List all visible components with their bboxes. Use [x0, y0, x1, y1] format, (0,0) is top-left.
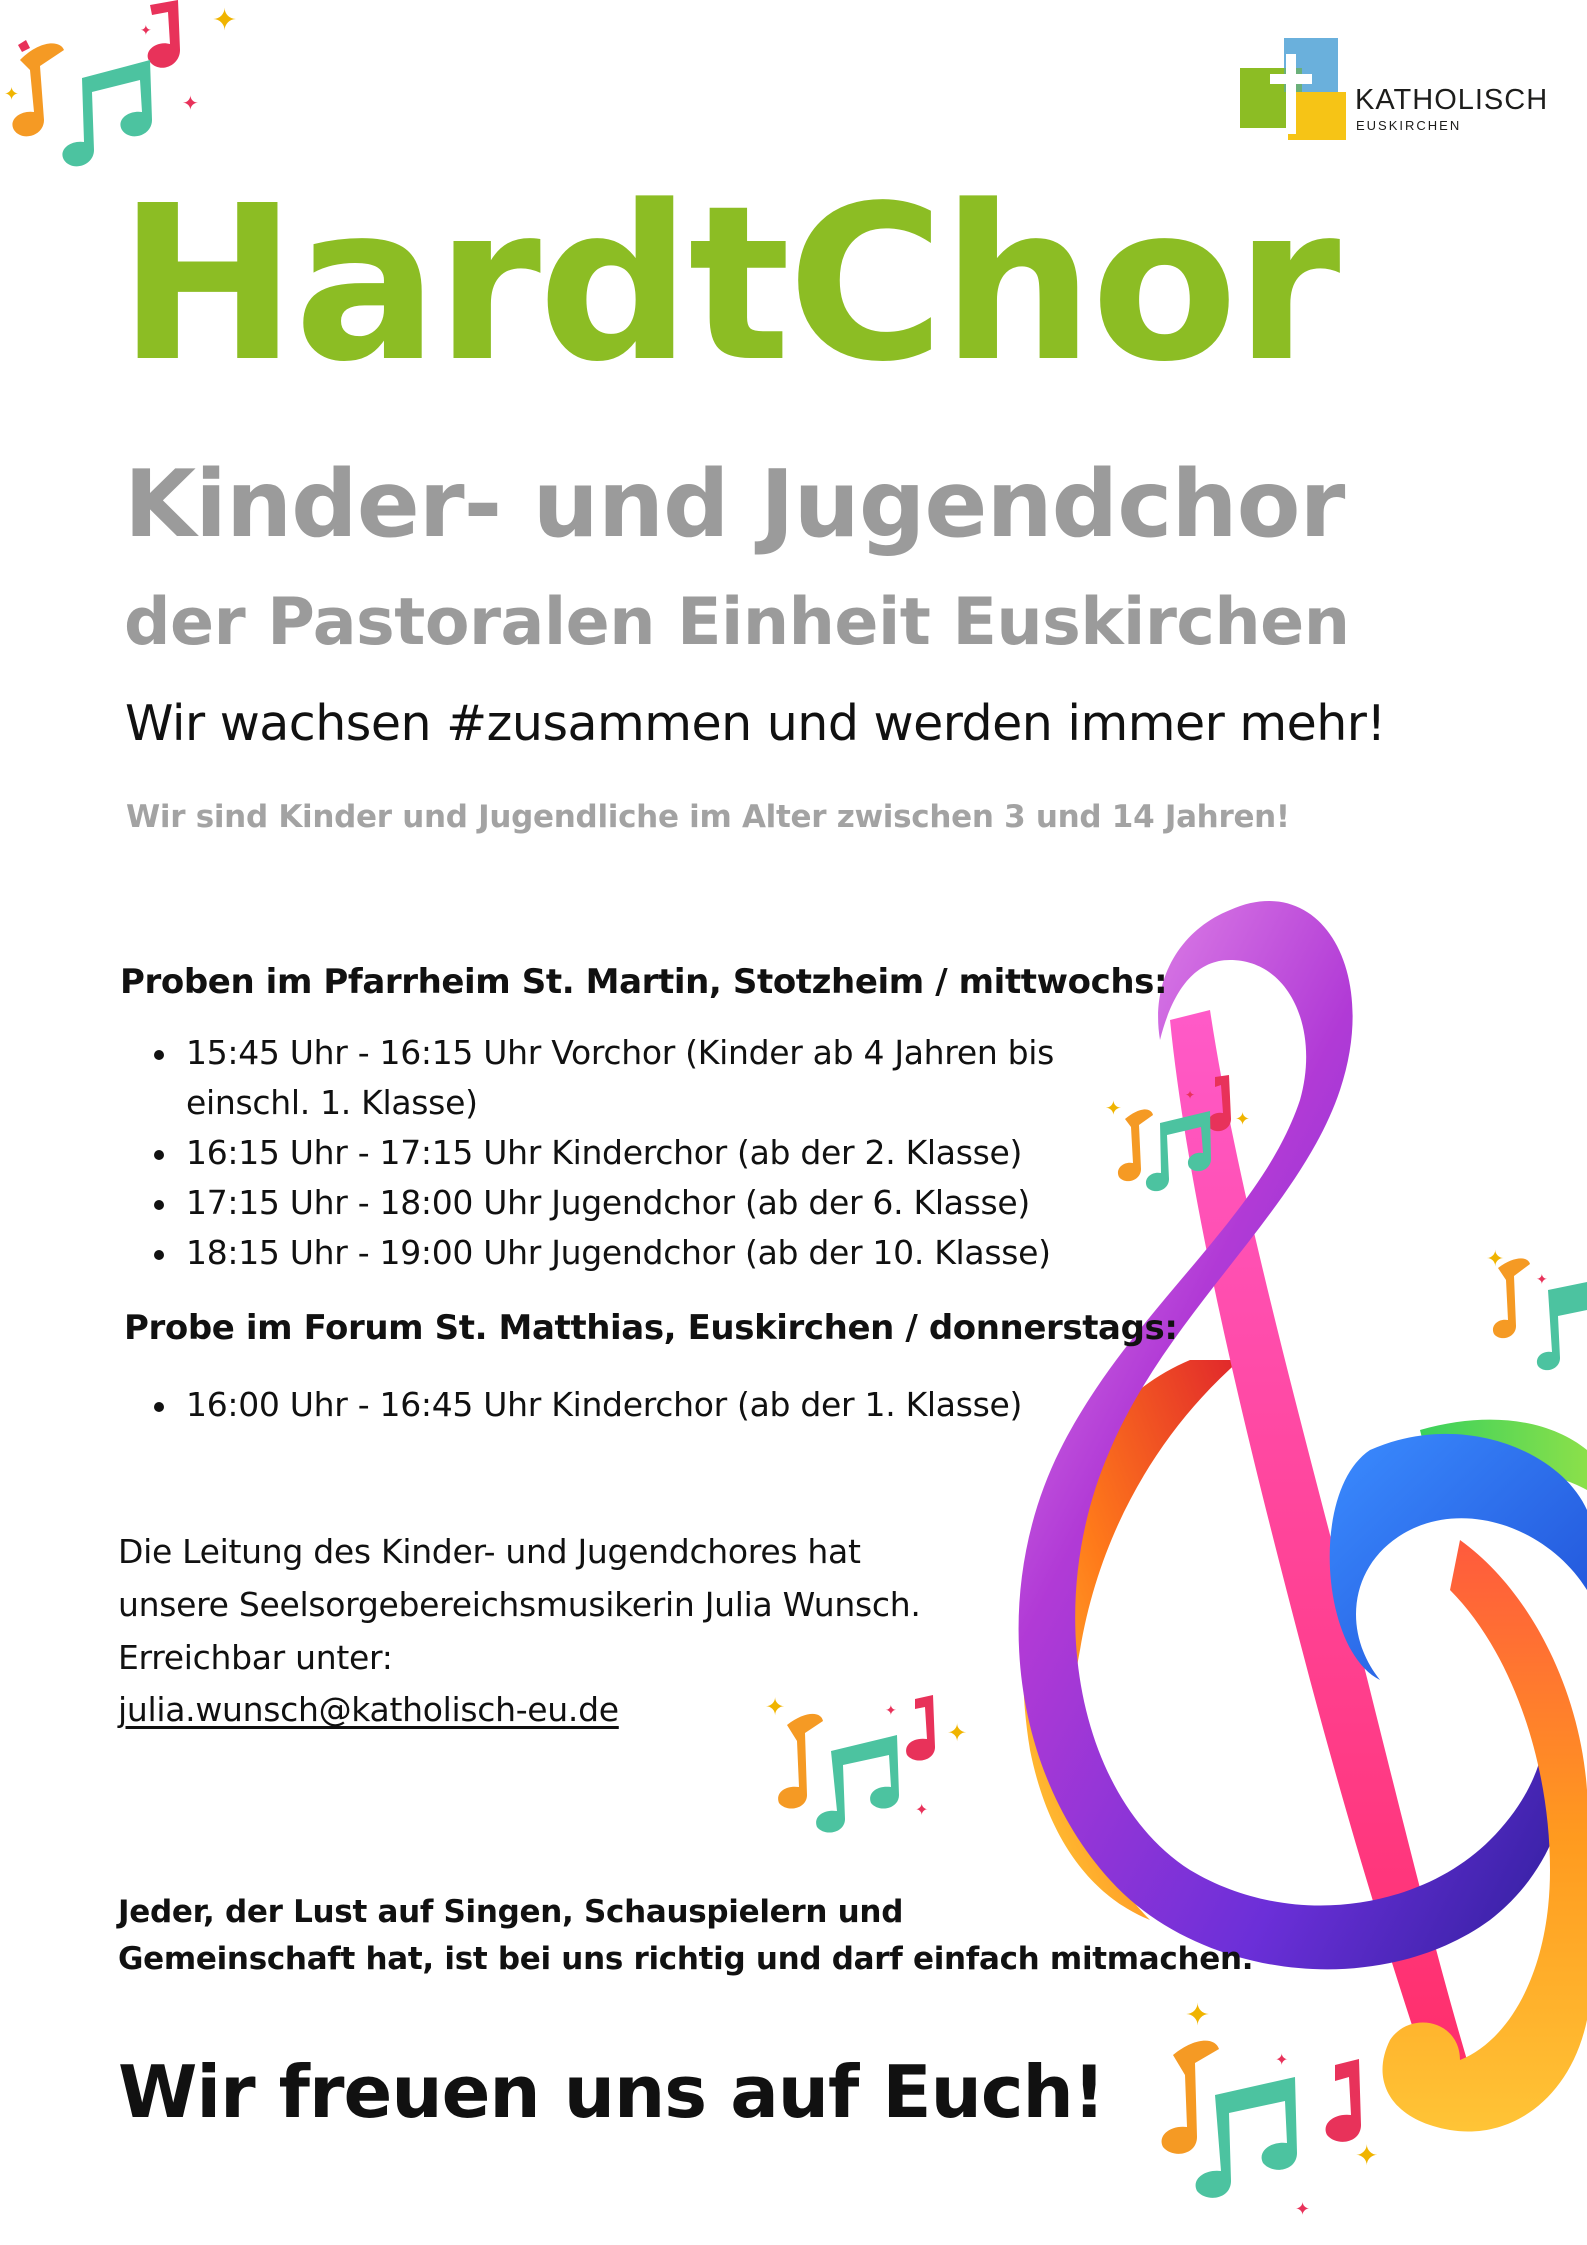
svg-text:✦: ✦	[1185, 1088, 1196, 1102]
list-item	[120, 1128, 1120, 1178]
subtitle-secondary: der Pastoralen Einheit Euskirchen	[124, 585, 1350, 660]
svg-text:✦: ✦	[765, 1693, 786, 1721]
closing-headline: Wir freuen uns auf Euch!	[118, 2050, 1105, 2134]
svg-text:✦: ✦	[4, 84, 20, 105]
leader-text: unsere Seelsorgebereichsmusikerin Julia Wunsch.	[118, 1584, 921, 1624]
bullet-icon	[154, 1150, 164, 1160]
svg-text:✦: ✦	[885, 1703, 897, 1719]
logo-brand-text: KATHOLISCH	[1355, 84, 1549, 116]
leader-text: Erreichbar unter:	[118, 1637, 393, 1677]
page-title: HardtChor	[118, 160, 1338, 409]
svg-text:✦: ✦	[1185, 1998, 1211, 2033]
rehearsal-list-euskirchen	[120, 1380, 1120, 1430]
svg-text:✦: ✦	[1295, 2199, 1311, 2220]
list-item	[120, 1380, 1120, 1430]
list-item-text: 15:45 Uhr - 16:15 Uhr Vorchor (Kinder ab 4 Jahren bis	[186, 1033, 1055, 1072]
svg-text:✦: ✦	[182, 91, 199, 115]
invitation-line: Jeder, der Lust auf Singen, Schauspielern und	[118, 1894, 904, 1930]
svg-text:✦: ✦	[1235, 1109, 1251, 1130]
svg-text:✦: ✦	[140, 23, 152, 39]
music-notes-icon	[1478, 1240, 1587, 1380]
invitation-text	[118, 1889, 1418, 1982]
list-item-text: 16:00 Uhr - 16:45 Uhr Kinderchor (ab der 1. Klasse)	[186, 1385, 1023, 1424]
list-item	[120, 1028, 1120, 1128]
svg-text:✦: ✦	[915, 1800, 929, 1819]
bullet-icon	[154, 1250, 164, 1260]
invitation-line: Gemeinschaft hat, ist bei uns richtig und darf einfach mitmachen.	[118, 1940, 1254, 1977]
list-item-text: 17:15 Uhr - 18:00 Uhr Jugendchor (ab der 6. Klasse)	[186, 1183, 1031, 1222]
leader-text: Die Leitung des Kinder- und Jugendchores hat	[118, 1532, 861, 1571]
svg-text:✦: ✦	[1355, 2139, 1379, 2172]
tagline: Wir wachsen #zusammen und werden immer mehr!	[125, 695, 1386, 752]
bullet-icon	[154, 1200, 164, 1210]
svg-text:✦: ✦	[1536, 1272, 1548, 1288]
svg-text:✦: ✦	[1275, 2050, 1289, 2069]
list-item-text: einschl. 1. Klasse)	[186, 1083, 478, 1122]
subtitle: Kinder- und Jugendchor	[124, 450, 1345, 558]
logo-location-text: EUSKIRCHEN	[1356, 118, 1462, 133]
age-range-text: Wir sind Kinder und Jugendliche im Alter zwischen 3 und 14 Jahren!	[126, 799, 1290, 835]
katholisch-euskirchen-logo	[1240, 38, 1550, 148]
email-link[interactable]: julia.wunsch@katholisch-eu.de	[118, 1690, 619, 1730]
bullet-icon	[154, 1402, 164, 1412]
svg-text:✦: ✦	[947, 1719, 968, 1747]
svg-text:✦: ✦	[1486, 1247, 1505, 1272]
leader-info	[118, 1526, 1078, 1737]
bullet-icon	[154, 1050, 164, 1060]
svg-text:✦: ✦	[1105, 1096, 1122, 1120]
list-item-text: 18:15 Uhr - 19:00 Uhr Jugendchor (ab der 10. Klasse)	[186, 1233, 1051, 1272]
rehearsal-list-stotzheim	[120, 1028, 1120, 1278]
rehearsal-heading-stotzheim: Proben im Pfarrheim St. Martin, Stotzheim / mittwochs:	[120, 962, 1168, 1002]
cross-icon	[1240, 38, 1350, 148]
list-item-text: 16:15 Uhr - 17:15 Uhr Kinderchor (ab der 2. Klasse)	[186, 1133, 1023, 1172]
list-item	[120, 1228, 1120, 1278]
music-notes-icon	[1105, 1075, 1255, 1205]
rehearsal-heading-euskirchen: Probe im Forum St. Matthias, Euskirchen / donnerstags:	[124, 1308, 1178, 1348]
list-item	[120, 1178, 1120, 1228]
svg-text:✦: ✦	[212, 3, 238, 38]
